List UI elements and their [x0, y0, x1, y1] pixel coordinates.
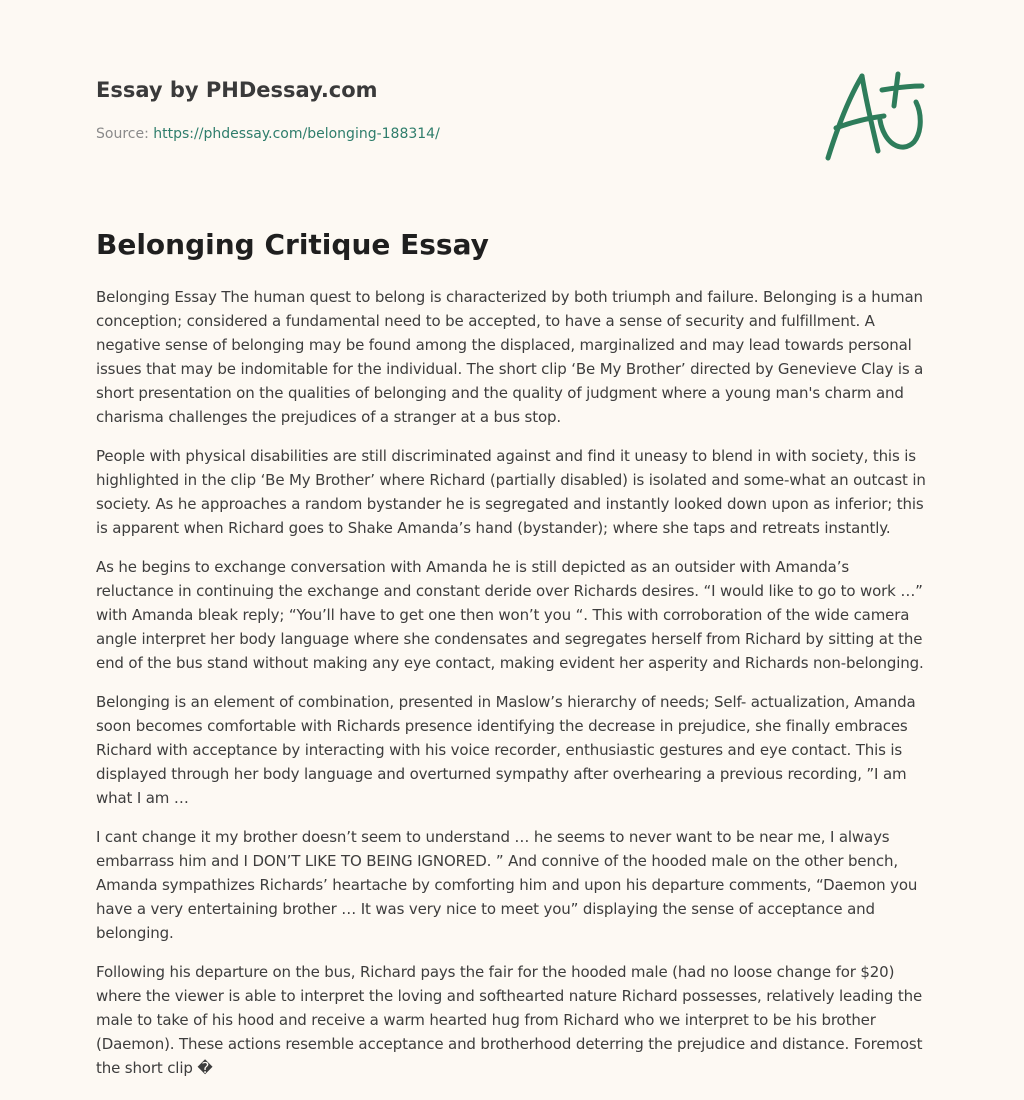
essay-title: Belonging Critique Essay	[96, 228, 489, 261]
essay-paragraph: I cant change it my brother doesn’t seem to understand … he seems to never want to be near me, I always embarrass him and I DON’T LIKE TO BEING IGNORED. ” And connive of the hooded male on the other bench, Amanda sympathizes Richards’ heartache by comforting him and upon his departure comments, “Daemon you have a very entertaining brother … It was very nice to meet you” displaying the sense of acceptance and belonging.	[96, 828, 918, 942]
essay-paragraph: As he begins to exchange conversation with Amanda he is still depicted as an outsider with Amanda’s reluctance in continuing the exchange and constant deride over Richards desires. “I would like to go to work …” with Amanda bleak reply; “You’ll have to get one then won’t you “. This with corroboration of the wide camera angle interpret her body language where she condensates and segregates herself from Richard by sitting at the end of the bus stand without making any eye contact, making evident her asperity and Richards non-belonging.	[96, 558, 924, 672]
essay-paragraph: People with physical disabilities are still discriminated against and find it uneasy to blend in with society, this is highlighted in the clip ‘Be My Brother’ where Richard (partially disabled) is isolated and some-what an outcast in society. As he approaches a random bystander he is segregated and instantly looked down upon as inferior; this is apparent when Richard goes to Shake Amanda’s hand (bystander); where she taps and retreats instantly.	[96, 447, 926, 537]
a-plus-logo-icon	[818, 66, 930, 166]
essay-paragraph: Belonging Essay The human quest to belong is characterized by both triumph and failure. Belonging is a human conception; considered a fundamental need to be accepted, to have a sense of security and fulfillment. A negative sense of belonging may be found among the displaced, marginalized and may lead towards personal issues that may be indomitable for the individual. The short clip ‘Be My Brother’ directed by Genevieve Clay is a short presentation on the qualities of belonging and the quality of judgment where a young man's charm and charisma challenges the prejudices of a stranger at a bus stop.	[96, 288, 924, 426]
essay-paragraph: Belonging is an element of combination, presented in Maslow’s hierarchy of needs; Self- actualization, Amanda soon becomes comfortable with Richards presence identifying the decrease in prejudice, she finally embraces Richard with acceptance by interacting with his voice recorder, enthusiastic gestures and eye contact. This is displayed through her body language and overturned sympathy after overhearing a previous recording, ”I am what I am …	[96, 693, 916, 807]
page-header	[96, 76, 796, 144]
source-label: Source:	[96, 126, 154, 142]
source-line	[96, 124, 796, 144]
site-title: Essay by PHDessay.com	[96, 78, 378, 102]
essay-paragraph: Following his departure on the bus, Richard pays the fair for the hooded male (had no loose change for $20) where the viewer is able to interpret the loving and softhearted nature Richard possesses, relatively leading the male to take of his hood and receive a warm hearted hug from Richard who we interpret to be his brother (Daemon). These actions resemble acceptance and brotherhood deterring the prejudice and distance. Foremost the short clip �	[96, 963, 923, 1077]
source-link[interactable]: https://phdessay.com/belonging-188314/	[153, 126, 440, 142]
essay-body	[96, 285, 928, 1095]
